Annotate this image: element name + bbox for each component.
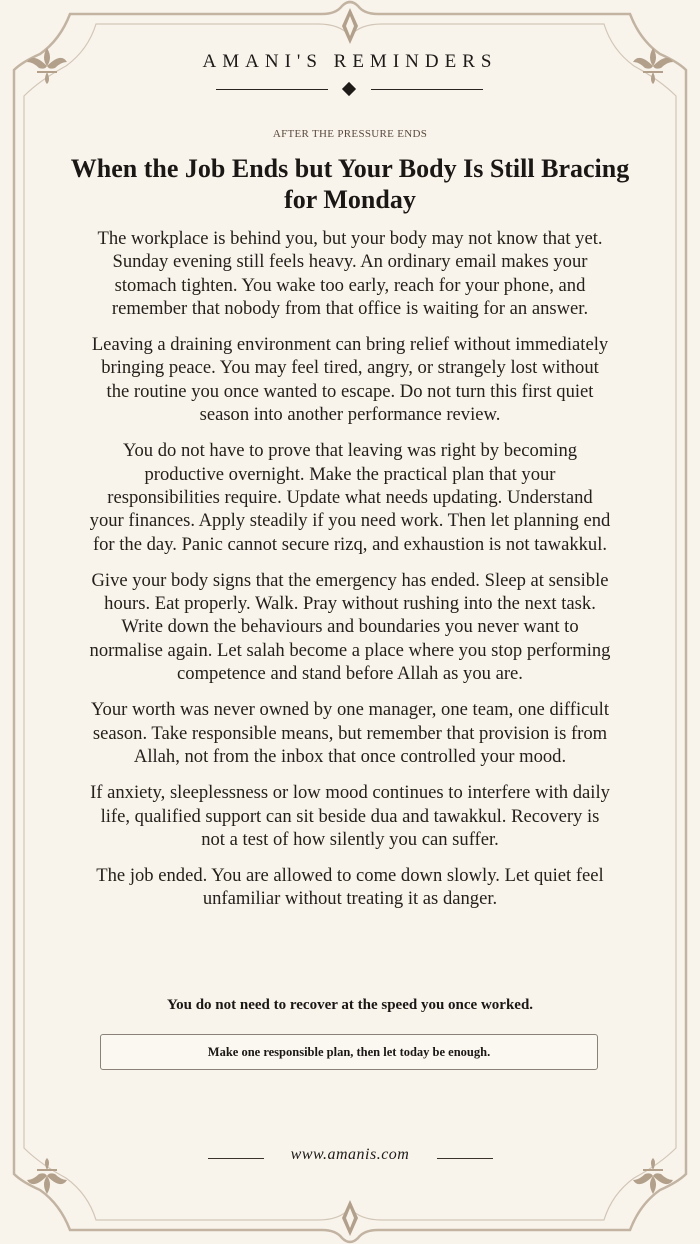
paragraph: The job ended. You are allowed to come down slowly. Let quiet feel unfamiliar without treating it as danger. [96,865,604,910]
diamond-icon [342,82,356,96]
callout-text: Make one responsible plan, then let today be enough. [207,1044,491,1059]
paragraph: Leaving a draining environment can bring relief without immediately bringing peace. You may feel tired, angry, or strangely lost without the routine you once wanted to escape. Do not turn this first quiet season into another performance review. [91,334,609,426]
article-body [88,227,612,924]
paragraph: You do not have to prove that leaving was right by becoming productive overnight. Make the practical plan that your responsibilities require. Update what needs updating. Understand your finances. Apply steadily if you need work. Then let planning end for the day. Panic cannot secure rizq, and exhaustion is not tawakkul. [89,440,611,555]
article-kicker: AFTER THE PRESSURE ENDS [272,128,428,140]
footer-rule-right [437,1158,493,1159]
paragraph: Your worth was never owned by one manager, one team, one difficult season. Take responsible means, but remember that provision is from Allah, not from the inbox that once controlled your mood. [90,699,610,767]
emphasis-line: You do not need to recover at the speed you once worked. [166,997,534,1013]
website-link[interactable]: www.amanis.com [290,1146,410,1163]
paragraph: The workplace is behind you, but your body may not know that yet. Sunday evening still feels heavy. An ordinary email makes your stomach tighten. You wake too early, reach for your phone, and remember that nobody from that office is waiting for an answer. [97,228,603,319]
brand-rule-right [371,89,483,90]
brand-title: AMANI'S REMINDERS [202,51,498,72]
brand-rule-left [216,89,328,90]
paragraph: If anxiety, sleeplessness or low mood continues to interfere with daily life, qualified support can sit beside dua and tawakkul. Recovery is not a test of how silently you can suffer. [90,782,610,850]
callout-box [100,1034,598,1070]
article-title: When the Job Ends but Your Body Is Still Bracing for Monday [70,154,630,214]
paragraph: Give your body signs that the emergency has ended. Sleep at sensible hours. Eat properly. Walk. Pray without rushing into the next task. Write down the behaviours and boundaries you never want to normalise again. Let salah become a place where you stop performing competence and stand before Allah as you are. [89,569,611,685]
